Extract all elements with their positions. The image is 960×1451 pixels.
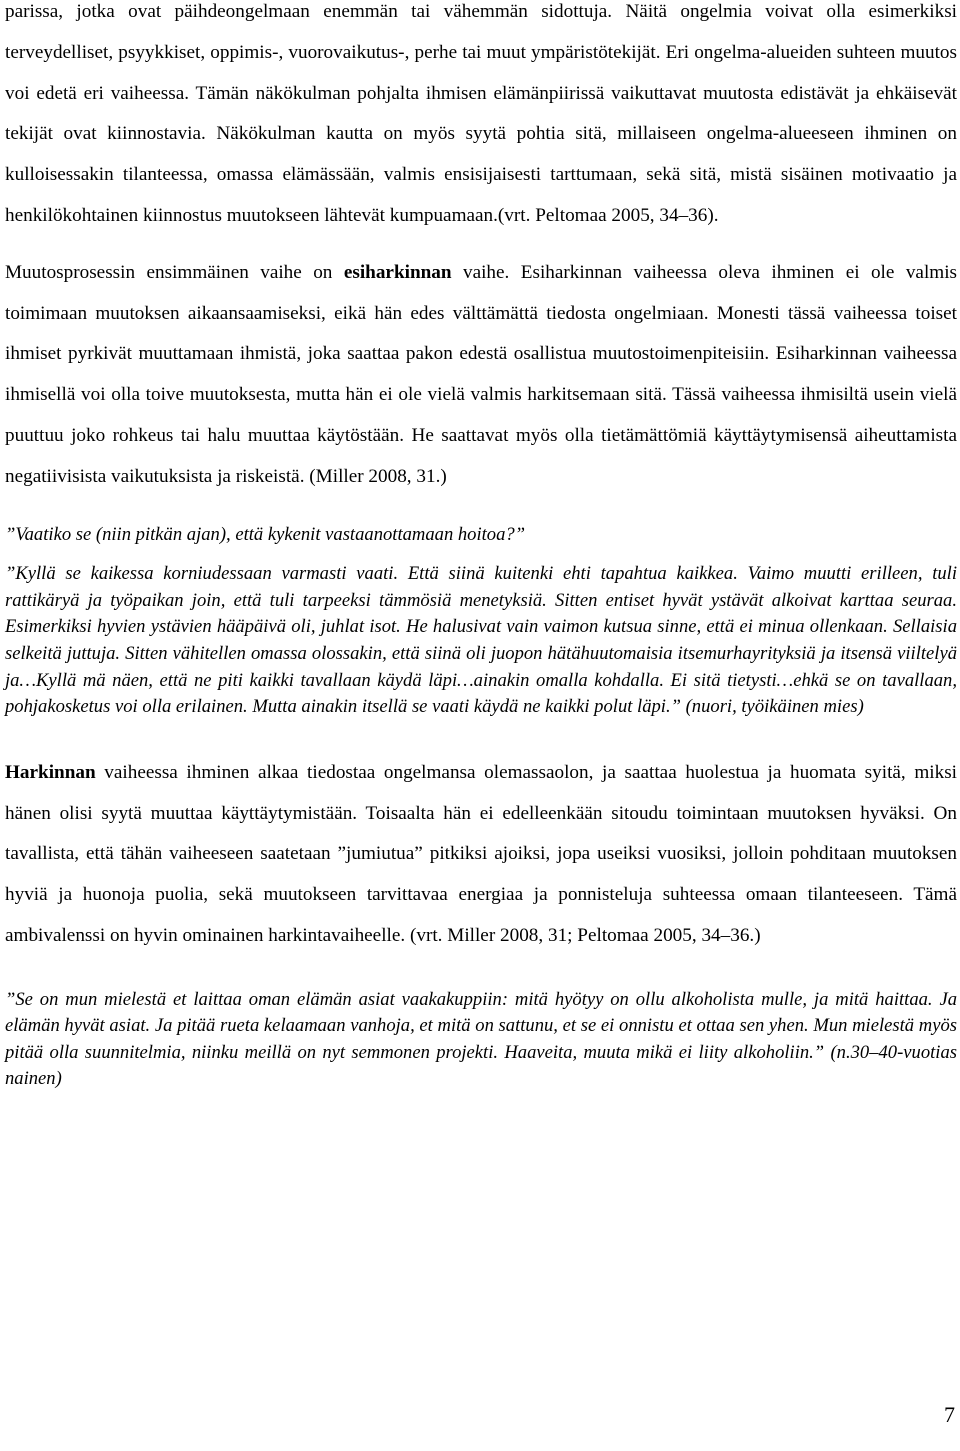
term-harkinnan: Harkinnan [5,761,96,783]
paragraph-harkinta [5,753,957,957]
paragraph-esiharkinta-lead: Muutosprosessin ensimmäinen vaihe on [5,261,344,283]
page-number: 7 [944,1402,955,1427]
interview-quote-woman: ”Se on mun mielestä et laittaa oman elämän asiat vaakakuppiin: mitä hyötyy on ollu alkoholista mulle, ja mitä haittaa. Ja elämän hyvät asiat. Ja pitää rueta kelaamaan vanhoja, et mitä on sattunu, et se ei onnistu et ottaa sen yhen. Mun mielestä myös pitää olla suunnitelmia, niinku meillä on nyt semmonen projekti. Haaveita, muuta mikä ei liity alkoholiin.” (n.30–40-vuotias nainen) [5,988,957,1090]
paragraph-esiharkinta-body: vaihe. Esiharkinnan vaiheessa oleva ihminen ei ole valmis toimimaan muutoksen aikaansaamiseksi, eikä hän edes välttämättä tiedosta ongelmiaan. Monesti tässä vaiheessa toiset ihmiset pyrkivät muuttamaan ihmistä, joka saattaa pakon edestä osallistua muutostoimenpiteisiin. Esiharkinnan vaiheessa ihmisellä voi olla toive muutoksesta, mutta hän ei ole vielä valmis harkitsemaan sitä. Tässä vaiheessa ihmisiltä usein vielä puuttuu joko rohkeus tai halu muuttaa käytöstään. He saattavat myös olla tietämättömiä käyttäytymisensä aiheuttamista negatiivisista vaikutuksista ja riskeistä. (Miller 2008, 31.) [5,261,958,487]
interview-question: ”Vaatiko se (niin pitkän ajan), että kykenit vastaanottamaan hoitoa?” [5,523,526,545]
paragraph-intro: parissa, jotka ovat päihdeongelmaan enemmän tai vähemmän sidottuja. Näitä ongelmia voivat olla esimerkiksi terveydelliset, psyykkiset, oppimis-, vuorovaikutus-, perhe tai muut ympäristötekijät. Eri ongelma-alueiden suhteen muutos voi edetä eri vaiheessa. Tämän näkökulman pohjalta ihmisen elämänpiirissä vaikuttavat muutosta edistävät ja ehkäisevät tekijät ovat kiinnostavia. Näkökulman kautta on myös syytä pohtia sitä, millaiseen ongelma-alueeseen ihminen on kulloisessakin tilanteessa, omassa elämässään, valmis ensisijaisesti tarttumaan, sekä sitä, mistä sisäinen motivaatio ja henkilökohtainen kiinnostus muutokseen lähtevät kumpuamaan.(vrt. Peltomaa 2005, 34–36). [5,1,957,226]
interview-answer-quote: ”Kyllä se kaikessa korniudessaan varmasti vaati. Että siinä kuitenki ehti tapahtua kaikkea. Vaimo muutti erilleen, tuli rattikäryä ja työpaikan join, että tuli tarpeeksi tämmösiä menetyksiä. Sitten entiset hyvät ystävät alkoivat karttaa seuraa. Esimerkiksi hyvien ystävien hääpäivä oli, juhlat isot. He halusivat vain vaimon kutsua sinne, että ei minua ollenkaan. Sellaisia selkeitä juttuja. Sitten vähitellen omassa olossakin, että siinä oli juopon hätähuutomaisia itsemurhayrityksiä ja itsensä viiltelyä ja…Kyllä mä näen, että ne piti kaikki tavallaan käydä läpi…ainakin omalla kohdalla. Ei sitä tietysti…ehkä se on tavallaan, pohjakosketus voi olla erilainen. Mutta ainakin itsellä se vaati käydä ne kaikki polut läpi.” (nuori, työikäinen mies) [5,563,957,718]
paragraph-harkinta-body: vaiheessa ihminen alkaa tiedostaa ongelmansa olemassaolon, ja saattaa huolestua ja huomata syitä, miksi hänen olisi syytä muuttaa käyttäytymistään. Toisaalta hän ei edelleenkään sitoudu toimintaan muutoksen hyväksi. On tavallista, että tähän vaiheeseen saatetaan ”jumiutua” pitkiksi ajoiksi, jopa useiksi vuosiksi, jolloin pohditaan muutoksen hyviä ja huonoja puolia, sekä muutokseen tarvittavaa energiaa ja ponnisteluja suhteessa omaan tilanteeseen. Tämä ambivalenssi on hyvin ominainen harkintavaiheelle. (vrt. Miller 2008, 31; Peltomaa 2005, 34–36.) [5,761,957,946]
paragraph-esiharkinta [5,253,957,498]
document-page [5,0,957,1093]
term-esiharkinnan: esiharkinnan [343,261,452,283]
